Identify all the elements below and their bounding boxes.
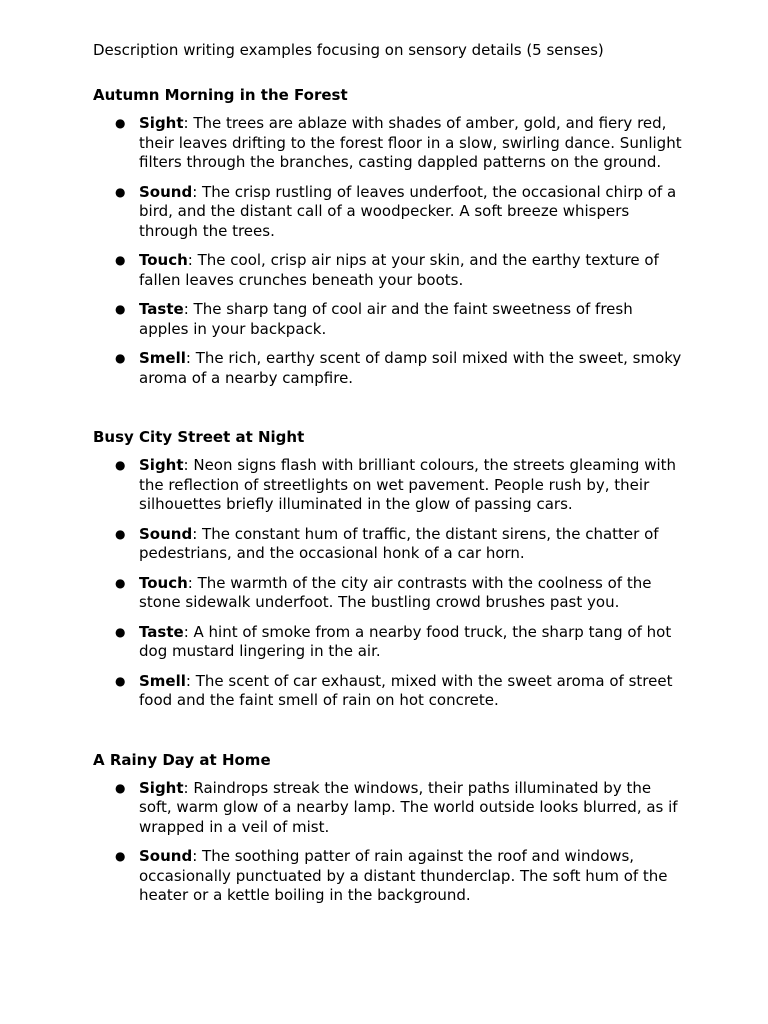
sense-text: : Raindrops streak the windows, their paths illuminated by the soft, warm glow of a nearby lamp. The world outside looks blurred, as if wrapped in a veil of mist.: [139, 778, 678, 836]
bullet-icon: ●: [115, 780, 126, 795]
sense-text: : The soothing patter of rain against the roof and windows, occasionally punctuated by a distant thunderclap. The soft hum of the heater or a kettle boiling in the background.: [139, 847, 668, 904]
list-item: [93, 114, 683, 173]
sense-text: : The crisp rustling of leaves underfoot, the occasional chirp of a bird, and the distant call of a woodpecker. A soft breeze whispers through the trees.: [139, 182, 677, 240]
sense-text: : The warmth of the city air contrasts with the coolness of the stone sidewalk underfoot. The bustling crowd brushes past you.: [139, 573, 652, 611]
sense-list: [93, 456, 683, 711]
sense-name: Sound: [139, 847, 193, 865]
sense-name: Touch: [139, 251, 188, 269]
sense-text: : The scent of car exhaust, mixed with the sweet aroma of street food and the faint smell of rain on hot concrete.: [139, 671, 673, 709]
list-item: [93, 779, 683, 838]
sense-name: Sound: [139, 182, 193, 201]
sense-name: Smell: [139, 671, 186, 690]
bullet-icon: ●: [115, 116, 126, 130]
bullet-icon: ●: [115, 673, 126, 688]
sense-text: : The rich, earthy scent of damp soil mixed with the sweet, smoky aroma of a nearby campfire.: [139, 349, 682, 387]
bullet-icon: ●: [115, 624, 126, 639]
sense-name: Taste: [139, 300, 184, 318]
section-autumn-forest: [93, 85, 683, 388]
sense-text: : The trees are ablaze with shades of amber, gold, and fiery red, their leaves drifting to the forest floor in a slow, swirling dance. Sunlight filters through the branches, casting dappled patterns on the ground.: [139, 114, 682, 171]
sense-name: Sight: [139, 778, 184, 797]
sense-text: : The cool, crisp air nips at your skin, and the earthy texture of fallen leaves crunches beneath your boots.: [139, 251, 659, 289]
sense-list: [93, 114, 683, 388]
section-title: A Rainy Day at Home: [93, 750, 271, 769]
list-item: [93, 300, 683, 339]
list-item: [93, 574, 683, 613]
sense-name: Sight: [139, 114, 184, 132]
list-item: [93, 672, 683, 711]
sense-text: : The constant hum of traffic, the distant sirens, the chatter of pedestrians, and the occasional honk of a car horn.: [139, 524, 659, 562]
bullet-icon: ●: [115, 458, 126, 472]
list-item: [93, 349, 683, 388]
bullet-icon: ●: [115, 302, 126, 316]
list-item: [93, 525, 683, 564]
section-title: Busy City Street at Night: [93, 428, 305, 446]
document-page: [93, 40, 683, 945]
list-item: [93, 251, 683, 290]
section-city-street: [93, 427, 683, 711]
sense-list: [93, 779, 683, 906]
bullet-icon: ●: [115, 184, 126, 199]
section-rainy-day: [93, 750, 683, 906]
list-item: [93, 456, 683, 515]
sense-name: Sound: [139, 524, 193, 543]
bullet-icon: ●: [115, 351, 126, 365]
bullet-icon: ●: [115, 575, 126, 590]
list-item: [93, 623, 683, 662]
list-item: [93, 183, 683, 242]
sense-text: : The sharp tang of cool air and the faint sweetness of fresh apples in your backpack.: [139, 300, 633, 338]
sense-text: : Neon signs flash with brilliant colours, the streets gleaming with the reflection of streetlights on wet pavement. People rush by, their silhouettes briefly illuminated in the glow of passing cars.: [139, 456, 677, 513]
intro-line: Description writing examples focusing on sensory details (5 senses): [93, 41, 604, 59]
sense-name: Taste: [139, 622, 184, 641]
sense-text: : A hint of smoke from a nearby food truck, the sharp tang of hot dog mustard lingering in the air.: [139, 622, 672, 660]
sense-name: Sight: [139, 456, 184, 474]
sense-name: Touch: [139, 573, 188, 592]
bullet-icon: ●: [115, 253, 126, 267]
bullet-icon: ●: [115, 526, 126, 541]
sense-name: Smell: [139, 349, 186, 367]
section-title: Autumn Morning in the Forest: [93, 86, 348, 104]
bullet-icon: ●: [115, 849, 126, 863]
list-item: [93, 847, 683, 906]
